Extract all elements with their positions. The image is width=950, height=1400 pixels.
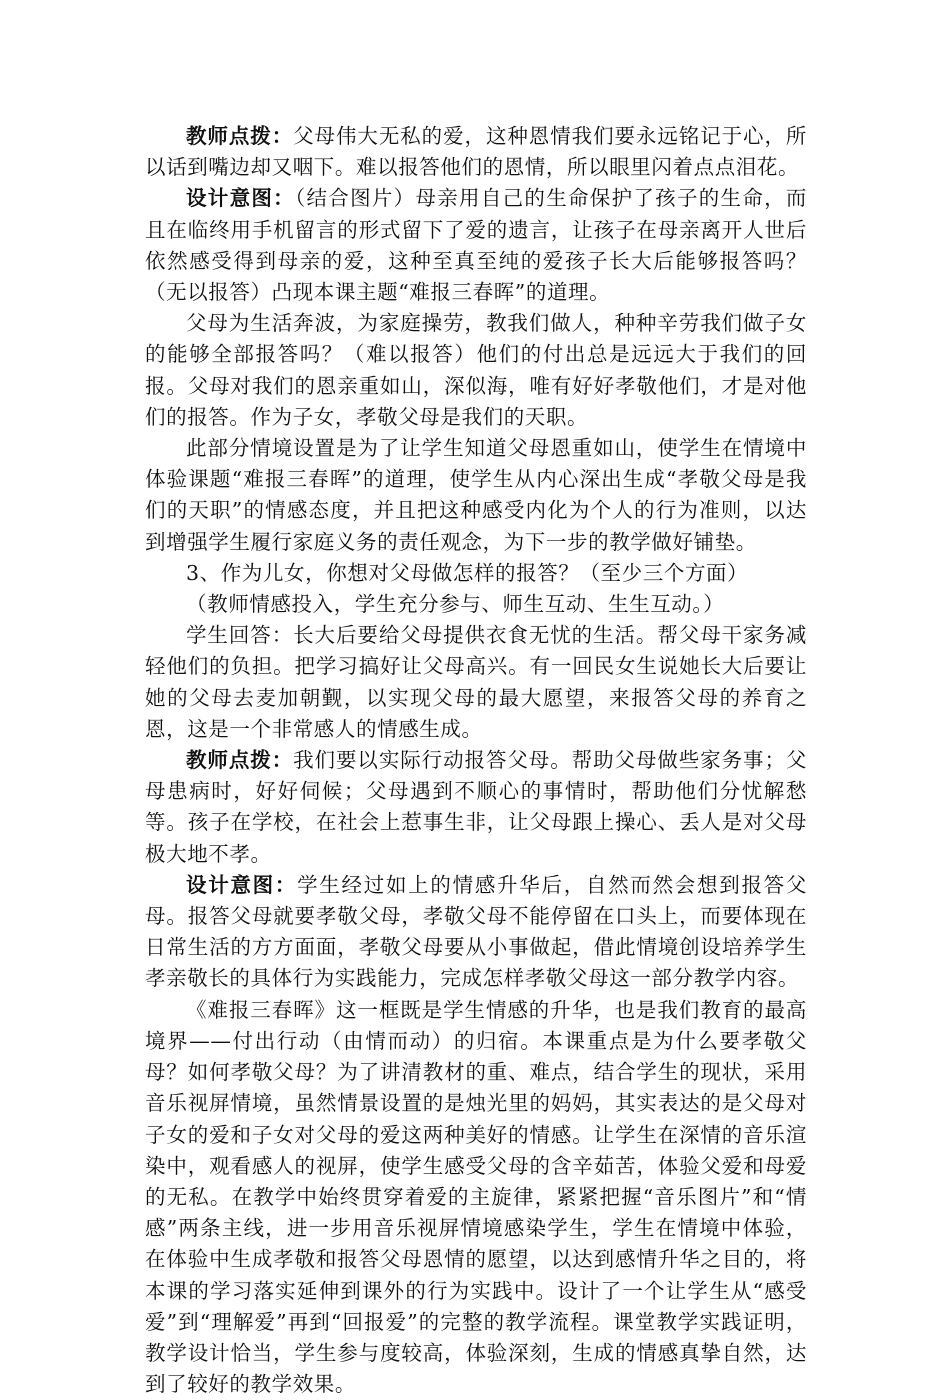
paragraph-lead: 教师点拨： xyxy=(186,124,294,148)
paragraph-text: 学生回答：长大后要给父母提供衣食无忧的生活。帮父母干家务减轻他们的负担。把学习搞好让父母高兴。有一回民女生说她长大后要让她的父母去麦加朝觐，以实现父母的最大愿望，来报答父母的养育之恩，这是一个非常感人的情感生成。 xyxy=(145,623,807,741)
paragraph-lesson-summary xyxy=(145,995,807,1400)
paragraph-teacher-guidance-1 xyxy=(145,121,807,183)
paragraph-scenario-purpose xyxy=(145,433,807,558)
paragraph-text: 父母伟大无私的爱，这种恩情我们要永远铭记于心，所以话到嘴边却又咽下。难以报答他们的恩情，所以眼里闪着点点泪花。 xyxy=(145,124,807,180)
document-body xyxy=(145,121,807,1400)
paragraph-teacher-guidance-2 xyxy=(145,745,807,870)
paragraph-design-intent-1 xyxy=(145,183,807,308)
paragraph-text: 此部分情境设置是为了让学生知道父母恩重如山，使学生在情境中体验课题“难报三春晖”的道理，使学生从内心深出生成“孝敬父母是我们的天职”的情感态度，并且把这种感受内化为个人的行为准则，以达到增强学生履行家庭义务的责任观念，为下一步的教学做好铺垫。 xyxy=(145,436,807,554)
paragraph-text: 3、作为儿女，你想对父母做怎样的报答？（至少三个方面） xyxy=(186,560,749,585)
paragraph-text: （教师情感投入，学生充分参与、师生互动、生生互动。） xyxy=(186,592,725,617)
paragraph-text: （结合图片）母亲用自己的生命保护了孩子的生命，而且在临终用手机留言的形式留下了爱的遗言，让孩子在母亲离开人世后依然感受得到母亲的爱，这种至真至纯的爱孩子长大后能够报答吗？（无以报答）凸现本课主题“难报三春晖”的道理。 xyxy=(145,186,808,305)
paragraph-text: 父母为生活奔波，为家庭操劳，教我们做人，种种辛劳我们做子女的能够全部报答吗？（难以报答）他们的付出总是远远大于我们的回报。父母对我们的恩亲重如山，深似海，唯有好好孝敬他们，才是对他们的报答。作为子女，孝敬父母是我们的天职。 xyxy=(145,311,807,429)
paragraph-lead: 设计意图： xyxy=(186,186,295,211)
paragraph-text: 我们要以实际行动报答父母。帮助父母做些家务事；父母患病时，好好伺候；父母遇到不顺心的事情时，帮助他们分忧解愁等。孩子在学校，在社会上惹事生非，让父母跟上操心、丢人是对父母极大地不孝。 xyxy=(145,748,807,866)
paragraph-text: 学生经过如上的情感升华后，自然而然会想到报答父母。报答父母就要孝敬父母，孝敬父母不能停留在口头上，而要体现在日常生活的方方面面，孝敬父母要从小事做起，借此情境创设培养学生孝亲敬长的具体行为实践能力，完成怎样孝敬父母这一部分教学内容。 xyxy=(145,872,807,991)
paragraph-question-3 xyxy=(145,558,807,589)
paragraph-student-answers xyxy=(145,620,807,745)
paragraph-design-intent-2 xyxy=(145,870,807,995)
paragraph-parents-toil xyxy=(145,308,807,433)
paragraph-interaction-note xyxy=(145,589,807,620)
paragraph-lead: 设计意图： xyxy=(186,872,298,897)
paragraph-text: 《难报三春晖》这一框既是学生情感的升华，也是我们教育的最高境界——付出行动（由情而动）的归宿。本课重点是为什么要孝敬父母？如何孝敬父母？为了讲清教材的重、难点，结合学生的现状，采用音乐视屏情境，虽然情景设置的是烛光里的妈妈，其实表达的是父母对子女的爱和子女对父母的爱这两种美好的情感。让学生在深情的音乐渲染中，观看感人的视屏，使学生感受父母的含辛茹苦，体验父爱和母爱的无私。在教学中始终贯穿着爱的主旋律，紧紧把握“音乐图片”和“情感”两条主线，进一步用音乐视屏情境感染学生，学生在情境中体验，在体验中生成孝敬和报答父母恩情的愿望，以达到感情升华之目的，将本课的学习落实延伸到课外的行为实践中。设计了一个让学生从“感受爱”到“理解爱”再到“回报爱”的完整的教学流程。课堂教学实践证明，教学设计恰当，学生参与度较高，体验深刻，生成的情感真挚自然，达到了较好的教学效果。 xyxy=(145,997,807,1397)
paragraph-lead: 教师点拨： xyxy=(186,748,294,773)
